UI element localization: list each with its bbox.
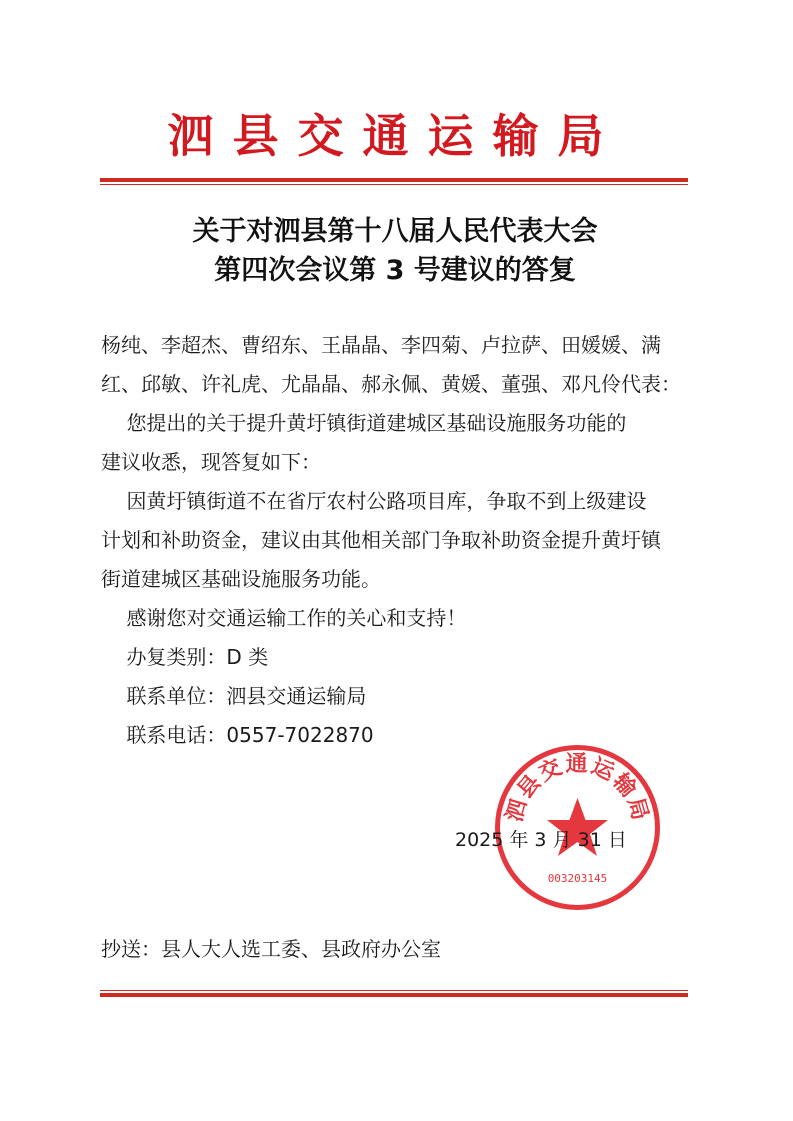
paragraph-1-line-1: 您提出的关于提升黄圩镇街道建城区基础设施服务功能的	[101, 411, 627, 435]
paragraph-2-line-3: 街道建城区基础设施服务功能。	[101, 567, 381, 591]
footer-rule	[100, 993, 688, 997]
header-rule-thin	[100, 184, 688, 185]
thanks-line: 感谢您对交通运输工作的关心和支持！	[101, 606, 467, 630]
signature-date: 2025 年 3 月 31 日	[455, 829, 627, 851]
document-body	[101, 326, 691, 755]
reply-category: 办复类别：D 类	[101, 645, 269, 669]
footer-rule-top	[100, 990, 688, 991]
org-header-title: 泗县交通运输局	[167, 109, 623, 163]
recipients-line-1: 杨纯、李超杰、曹绍东、王晶晶、李四菊、卢拉萨、田媛媛、满	[101, 333, 661, 357]
paragraph-2-line-1: 因黄圩镇街道不在省厅农村公路项目库，争取不到上级建设	[101, 489, 647, 513]
contact-unit: 联系单位：泗县交通运输局	[101, 684, 367, 708]
seal-text: 泗县交通运输局	[502, 752, 653, 825]
document-title-line-1: 关于对泗县第十八届人民代表大会	[192, 216, 598, 247]
contact-phone: 联系电话：0557-7022870	[101, 723, 374, 747]
document-title-line-2: 第四次会议第 3 号建议的答复	[214, 255, 576, 286]
paragraph-1-line-2: 建议收悉，现答复如下：	[101, 450, 321, 474]
recipients-line-2: 红、邱敏、许礼虎、尤晶晶、郝永佩、黄媛、董强、邓凡伶代表：	[101, 372, 681, 396]
paragraph-2-line-2: 计划和补助资金，建议由其他相关部门争取补助资金提升黄圩镇	[101, 528, 661, 552]
cc-line: 抄送：县人大人选工委、县政府办公室	[101, 937, 441, 961]
header-rule	[100, 178, 688, 182]
seal-code: 003203145	[547, 872, 608, 885]
